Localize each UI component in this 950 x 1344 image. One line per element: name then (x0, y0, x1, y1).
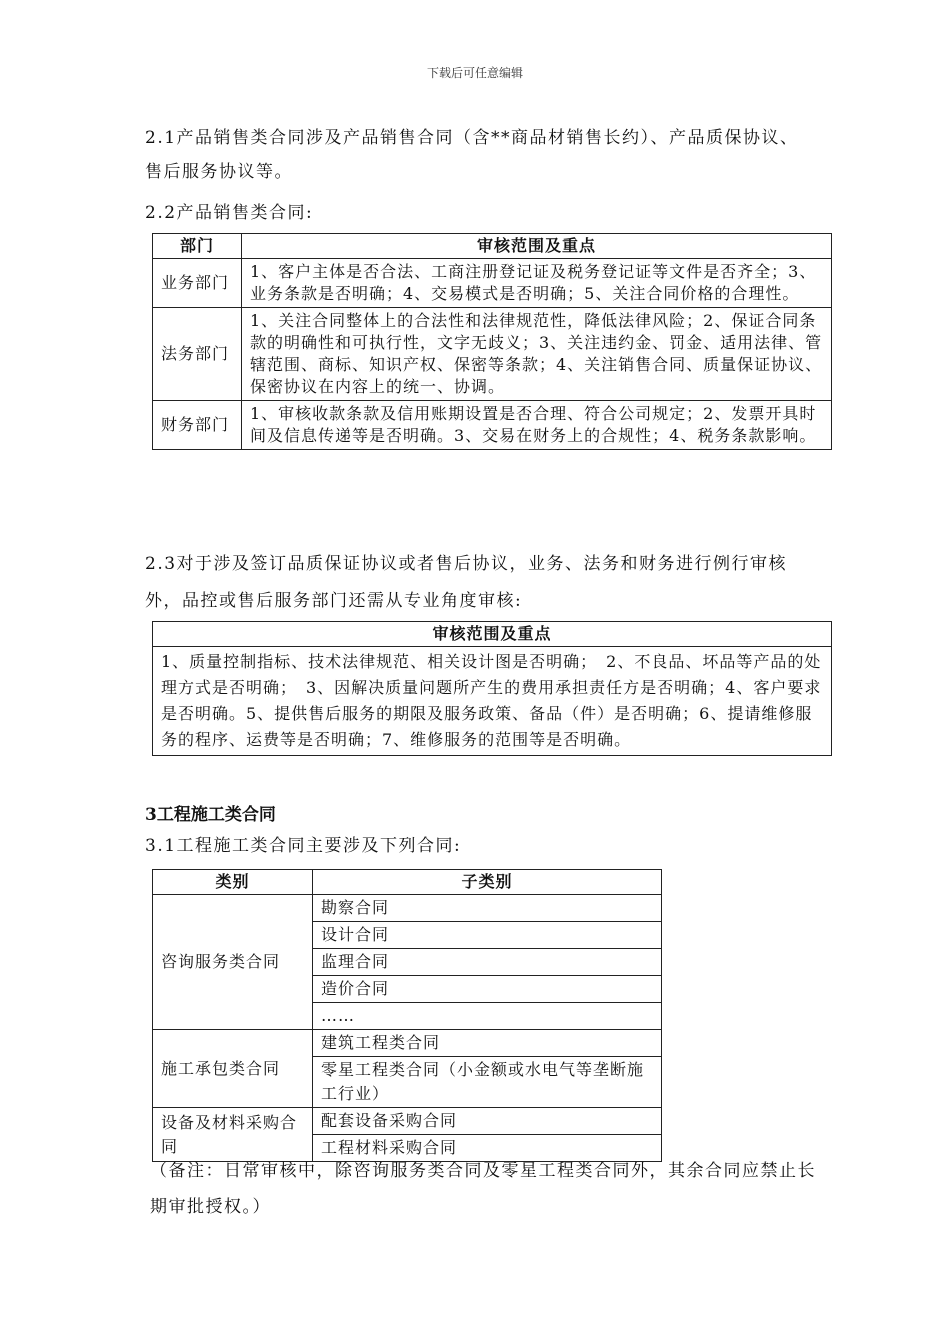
subcategory-cell: 监理合同 (313, 949, 662, 976)
subcategory-cell: 造价合同 (313, 976, 662, 1003)
subcategory-cell: 零星工程类合同（小金额或水电气等垄断施工行业） (313, 1057, 662, 1108)
dept-cell: 法务部门 (153, 308, 242, 401)
subcategory-cell: …… (313, 1003, 662, 1030)
section-2-3-text: 2.3对于涉及签订品质保证协议或者售后协议，业务、法务和财务进行例行审核外，品控或售后服务部门还需从专业角度审核: (145, 554, 788, 611)
subcategory-cell: 建筑工程类合同 (313, 1030, 662, 1057)
category-cell: 施工承包类合同 (153, 1030, 313, 1108)
subcategory-cell: 设计合同 (313, 922, 662, 949)
subcategory-cell: 勘察合同 (313, 895, 662, 922)
content-cell: 1、客户主体是否合法、工商注册登记证及税务登记证等文件是否齐全；3、业务条款是否明确；4、交易模式是否明确；5、关注合同价格的合理性。 (242, 259, 832, 308)
table-header-dept: 部门 (153, 234, 242, 259)
dept-cell: 财务部门 (153, 401, 242, 450)
table-row (153, 1030, 662, 1057)
table-header-subcategory: 子类别 (313, 870, 662, 895)
table-row (153, 401, 832, 450)
section-2-1-text: 2.1产品销售类合同涉及产品销售合同（含**商品材销售长约）、产品质保协议、售后服务协议等。 (145, 128, 799, 182)
section-3-1-text: 3.1工程施工类合同主要涉及下列合同: (145, 836, 462, 856)
section-2-2-text: 2.2产品销售类合同: (145, 203, 314, 223)
category-cell: 设备及材料采购合同 (153, 1108, 313, 1162)
sales-review-table (152, 233, 832, 450)
content-cell: 1、审核收款条款及信用账期设置是否合理、符合公司规定；2、发票开具时间及信息传递等是否明确。3、交易在财务上的合规性；4、税务条款影响。 (242, 401, 832, 450)
section-3-heading: 3工程施工类合同 (145, 805, 276, 825)
table-header-scope: 审核范围及重点 (153, 622, 832, 647)
table-row (153, 647, 832, 756)
note-text: （备注：日常审核中，除咨询服务类合同及零星工程类合同外，其余合同应禁止长期审批授权。） (150, 1161, 816, 1217)
content-cell: 1、关注合同整体上的合法性和法律规范性，降低法律风险；2、保证合同条款的明确性和可执行性，文字无歧义；3、关注违约金、罚金、适用法律、管辖范围、商标、知识产权、保密等条款；4、关注销售合同、质量保证协议、保密协议在内容上的统一、协调。 (242, 308, 832, 401)
subcategory-cell: 工程材料采购合同 (313, 1135, 662, 1162)
table-header-category: 类别 (153, 870, 313, 895)
category-cell: 咨询服务类合同 (153, 895, 313, 1030)
table-row (153, 308, 832, 401)
subcategory-cell: 配套设备采购合同 (313, 1108, 662, 1135)
content-cell: 1、质量控制指标、技术法律规范、相关设计图是否明确； 2、不良品、坏品等产品的处理方式是否明确； 3、因解决质量问题所产生的费用承担责任方是否明确；4、客户要求是否明确。5、提供售后服务的期限及服务政策、备品（件）是否明确；6、提请维修服务的程序、运费等是否明确；7、维修服务的范围等是否明确。 (153, 647, 832, 756)
table-row (153, 1108, 662, 1135)
construction-contract-table (152, 869, 662, 1162)
quality-review-table (152, 621, 832, 756)
table-row (153, 259, 832, 308)
table-row (153, 895, 662, 922)
page-header: 下载后可任意编辑 (426, 66, 523, 80)
table-header-scope: 审核范围及重点 (242, 234, 832, 259)
dept-cell: 业务部门 (153, 259, 242, 308)
